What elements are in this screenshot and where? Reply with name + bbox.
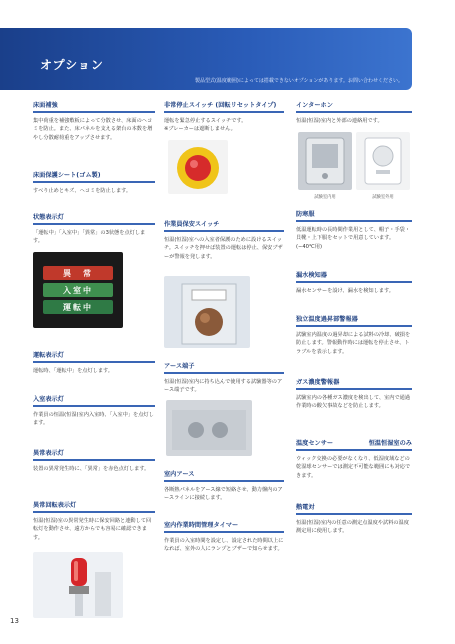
section-heading: 室内作業時間管理タイマー (164, 520, 284, 533)
section-ground-terminal (164, 361, 284, 395)
section-text: 恒温(恒湿)室への入室者保護のために設けるスイッチ。スイッチを押せば装置の運転は停止、保安ブザーが警報を発します。 (164, 237, 283, 260)
section-heading (296, 438, 412, 451)
lamp-run: 運転中 (43, 300, 113, 314)
section-indoor-earth (164, 469, 284, 503)
section-heading: 熱電対 (296, 502, 412, 515)
page-title: オプション (40, 58, 104, 72)
emergency-stop-photo (168, 140, 228, 194)
section-overheat-alarm (296, 314, 412, 356)
section-text: 集中荷重を補強敷板によって分散させ、床面のヘコミを防止。また、床パネルを支える架台の本数を増やし分散耐荷重をアップさせます。 (33, 118, 153, 141)
section-text: すべり止めとキズ、ヘコミを防止します。 (33, 188, 132, 194)
section-heading: 独立温度過昇部警報器 (296, 314, 412, 327)
page-number: 13 (10, 617, 19, 625)
status-lamp-photo (33, 252, 123, 328)
section-text: 作業員の恒温(恒湿)室内入室時、「入室中」を点灯します。 (33, 412, 154, 427)
section-heading: 非常停止スイッチ (回転リセットタイプ) (164, 100, 284, 113)
section-text: 低温運転時の長時間作業用として、帽子・手袋・貝靴・上下服をセットで用意しています。(−40℃用) (296, 227, 411, 250)
section-intercom (296, 100, 412, 125)
intercom-indoor-photo (298, 132, 352, 190)
section-heading: 運転表示灯 (33, 350, 155, 363)
section-text: ウィック交換の必要がなくなり、低湿度域などの乾湿球センサーでは測定不可能な範囲にも対応できます。 (296, 456, 411, 479)
section-text: 試験室内温度の過昇却による試料の冷却、破損を防止します。警報動作時には運転を停止させ、トラブルを表示します。 (296, 332, 411, 355)
section-status-lamp (33, 212, 155, 246)
section-heading: 防寒服 (296, 209, 412, 222)
intercom-outdoor-photo (356, 132, 410, 190)
section-heading: インターホン (296, 100, 412, 113)
section-heading: 異常表示灯 (33, 448, 155, 461)
section-rotating-lamp (33, 500, 155, 542)
section-alarm-lamp (33, 448, 155, 473)
section-heading: ガス濃度警報器 (296, 377, 412, 390)
section-text: 試験室内の各種ガス濃度を検出して、室内で通過作業時の酸欠事故などを防止します。 (296, 395, 411, 410)
section-heading: アース端子 (164, 361, 284, 374)
section-worker-switch (164, 219, 284, 261)
worker-switch-photo (164, 276, 250, 348)
section-heading: 床面補強 (33, 100, 155, 113)
section-run-lamp (33, 350, 155, 375)
section-text: 作業員の入室時間を設定し、設定された時間以上になれば、室外の人にランプとブザーで知らせます。 (164, 538, 284, 553)
section-text: 装置の異常発生時に、「異常」を赤色点灯します。 (33, 466, 150, 472)
section-floor-reinforce (33, 100, 155, 142)
section-temp-sensor (296, 438, 412, 480)
section-heading: 状態表示灯 (33, 212, 155, 225)
section-text: 各断熱パネルをアース線で短絡させ、動力盤内のアースラインに接続します。 (164, 487, 283, 502)
rotating-lamp-photo (33, 552, 123, 618)
lamp-alarm: 異 常 (43, 266, 113, 280)
intercom-indoor-caption: 試験室内用 (314, 195, 336, 200)
lamp-entry: 入室中 (43, 283, 113, 297)
section-heading: 入室表示灯 (33, 394, 155, 407)
section-emergency-stop (164, 100, 284, 134)
section-floor-sheet (33, 170, 155, 195)
section-heading: 漏水検知器 (296, 270, 412, 283)
section-text: 運転を緊急停止するスイッチです。 ※ブレーカーは遮断しません。 (164, 118, 247, 133)
section-heading: 異常回転表示灯 (33, 500, 155, 513)
section-text: 漏水センサーを設け、漏水を検知します。 (296, 288, 394, 294)
section-leak-detector (296, 270, 412, 295)
section-gas-alarm (296, 377, 412, 411)
section-heading: 室内アース (164, 469, 284, 482)
section-text: 恒温(恒湿)室内の任意の測定点温度や試料の温度測定用に使用します。 (296, 520, 409, 535)
intercom-outdoor-caption: 試験室外用 (372, 195, 394, 200)
banner-note: 製品型式(温度範囲)によっては搭載できないオプションがあります。お問い合わせください。 (194, 78, 403, 84)
section-heading-tag: 恒温恒湿室のみ (368, 440, 412, 447)
section-text: 恒温(恒湿)室内と外部の連絡用です。 (296, 118, 383, 124)
section-heading-text: 温度センサー (296, 440, 334, 447)
section-heading: 床面保護シート(ゴム製) (33, 170, 155, 183)
section-text: 恒温(恒湿)室内に持ち込んで使用する試験器等のアース端子です。 (164, 379, 283, 394)
section-entry-lamp (33, 394, 155, 428)
section-heading: 作業員保安スイッチ (164, 219, 284, 232)
section-protective-suit (296, 209, 412, 251)
section-text: 恒温(恒湿)室の異常発生時に保安回路と連動して回転灯を動作させ、遠方からでも容易に確認できます。 (33, 518, 152, 541)
ground-terminal-photo (166, 400, 252, 456)
section-text: 「運転中」「入室中」「異常」の3状態を点灯します。 (33, 230, 146, 245)
section-timer (164, 520, 284, 554)
section-recorder (296, 502, 412, 536)
section-text: 運転時、「運転中」を点灯します。 (33, 368, 113, 374)
